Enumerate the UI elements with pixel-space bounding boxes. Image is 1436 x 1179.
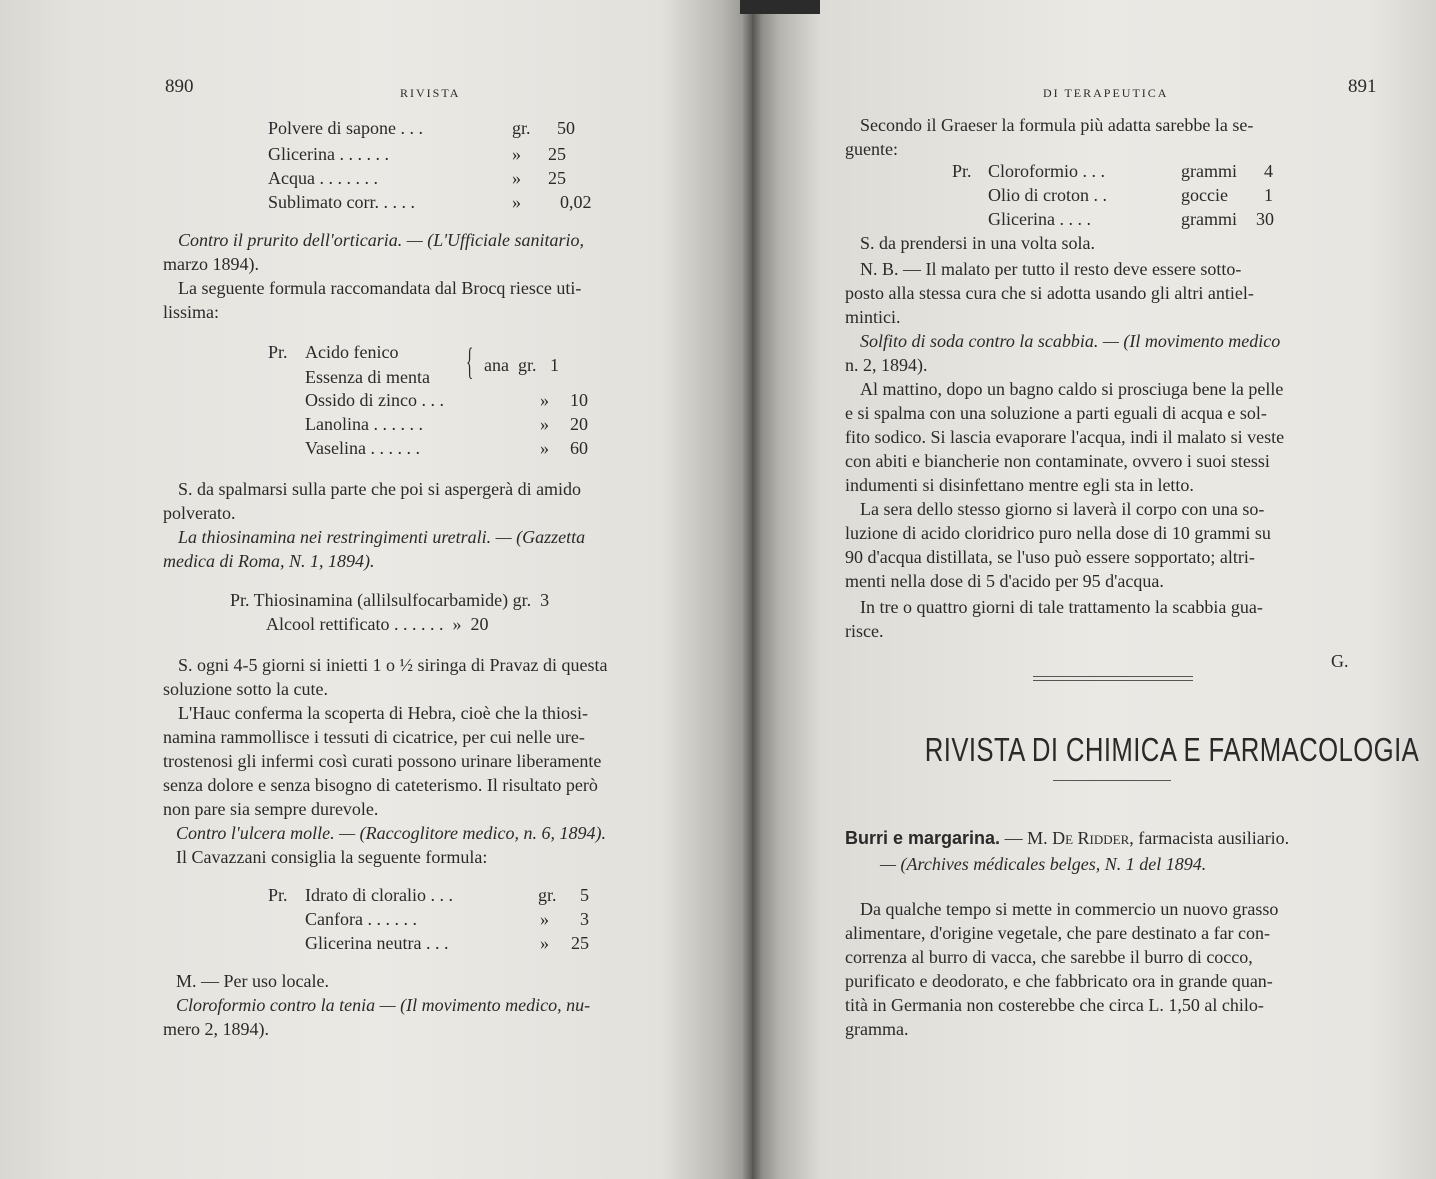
signature: G. [1331,651,1349,671]
separator-rule [1033,680,1193,681]
paragraph-line: Da qualche tempo si mette in commercio un nuovo grasso [860,899,1279,919]
paragraph-line: guente: [845,139,898,159]
recipe2-item: Lanolina . . . . . . [305,414,423,434]
recipe5-qty: 1 [1264,185,1273,205]
prescription-label: Pr. [952,161,972,181]
recipe4-unit: » [540,909,549,929]
recipe2-ana: ana gr. 1 [484,355,559,375]
paragraph-line: purificato e deodorato, e che fabbricato ora in grande quan- [845,971,1273,991]
page-number-right: 891 [1348,76,1377,97]
paragraph-line: tità in Germania non costerebbe che circa L. 1,50 al chilo- [845,995,1264,1015]
recipe5-unit: goccie [1181,185,1228,205]
paragraph-line: gramma. [845,1019,909,1039]
recipe5-item: Cloroformio . . . [988,161,1105,181]
section-title-cont: medica di Roma, N. 1, 1894). [163,551,375,571]
paragraph-line: e si spalma con una soluzione a parti eguali di acqua e sol- [845,403,1267,423]
recipe1-item: Sublimato corr. . . . . [268,192,415,212]
recipe5-item: Glicerina . . . . [988,209,1091,229]
section-title-cont: n. 2, 1894). [845,355,928,375]
paragraph-line: lissima: [163,302,220,322]
recipe4-item: Canfora . . . . . . [305,909,417,929]
recipe1-unit: gr. [512,118,531,138]
recipe3-line: Pr. Thiosinamina (allilsulfocarbamide) gr. 3 [230,590,550,610]
recipe2-qty: 10 [570,390,588,410]
recipe1-qty: 0,02 [560,192,592,212]
paragraph-line: S. da prendersi in una volta sola. [860,233,1095,253]
paragraph-line: Al mattino, dopo un bagno caldo si prosciuga bene la pelle [860,379,1284,399]
paragraph-line: soluzione sotto la cute. [163,679,328,699]
recipe4-qty: 3 [580,909,589,929]
recipe5-qty: 30 [1256,209,1274,229]
article-title: Burri e margarina. [845,828,1001,848]
recipe1-qty: 25 [548,144,566,164]
paragraph-line: non pare sia sempre durevole. [163,799,379,819]
recipe4-unit: gr. [538,885,557,905]
paragraph-line: In tre o quattro giorni di tale trattamento la scabbia gua- [860,597,1263,617]
recipe1-qty: 25 [548,168,566,188]
recipe2-qty: 60 [570,438,588,458]
section-title: Solfito di soda contro la scabbia. — (Il movimento medico [860,331,1281,351]
article-title-line [845,827,1289,849]
recipe3-line: Alcool rettificato . . . . . . » 20 [266,614,489,634]
recipe2-item: Acido fenico [305,342,399,362]
section-title: Contro l'ulcera molle. — (Raccoglitore medico, n. 6, 1894). [176,823,606,843]
recipe1-unit: » [512,144,521,164]
paragraph-line: fito sodico. Si lascia evaporare l'acqua, indi il malato si veste [845,427,1285,447]
paragraph-line: mintici. [845,307,901,327]
paragraph-line: Il Cavazzani consiglia la seguente formula: [176,847,488,867]
recipe5-qty: 4 [1264,161,1273,181]
section-title: La thiosinamina nei restringimenti uretrali. — (Gazzetta [178,527,586,547]
paragraph-line: S. ogni 4-5 giorni si inietti 1 o ½ siringa di Pravaz di questa [178,655,608,675]
article-author: De Ridder [1052,828,1130,848]
article-source: — (Archives médicales belges, N. 1 del 1894. [880,854,1207,874]
section-heading: RIVISTA DI CHIMICA E FARMACOLOGIA [924,731,1420,768]
paragraph-line: risce. [845,621,884,641]
paragraph-line: namina rammollisce i tessuti di cicatrice, per cui nelle ure- [163,727,585,747]
recipe2-unit: » [540,414,549,434]
paragraph-line: M. — Per uso locale. [176,971,329,991]
paragraph-line: La sera dello stesso giorno si laverà il corpo con una so- [860,499,1265,519]
recipe4-item: Idrato di cloralio . . . [305,885,453,905]
recipe1-unit: » [512,192,521,212]
paragraph-line: correnza al burro di vacca, che sarebbe il burro di cocco, [845,947,1253,967]
section-title: Cloroformio contro la tenia — (Il movimento medico, nu- [176,995,591,1015]
page-number-left: 890 [165,76,194,97]
paragraph-line: luzione di acido cloridrico puro nella dose di 10 grammi su [845,523,1271,543]
section-title-cont: marzo 1894). [163,254,259,274]
book-spine [742,0,762,1179]
recipe1-item: Acqua . . . . . . . [268,168,378,188]
binding-edge [740,0,820,14]
recipe1-item: Glicerina . . . . . . [268,144,389,164]
paragraph-line: polverato. [163,503,236,523]
recipe2-qty: 20 [570,414,588,434]
paragraph-line: indumenti si disinfettano mentre egli sta in letto. [845,475,1194,495]
prescription-label: Pr. [268,885,288,905]
paragraph-line: trostenosi gli infermi così curati possono urinare liberamente [163,751,602,771]
paragraph-line: senza dolore e senza bisogno di cateterismo. Il risultato però [163,775,598,795]
brace: { [466,341,474,383]
paragraph-line: S. da spalmarsi sulla parte che poi si aspergerà di amido [178,479,582,499]
paragraph-line: La seguente formula raccomandata dal Brocq riesce uti- [178,278,582,298]
recipe4-qty: 5 [580,885,589,905]
recipe2-unit: » [540,438,549,458]
recipe1-unit: » [512,168,521,188]
recipe5-unit: grammi [1181,209,1237,229]
recipe5-item: Olio di croton . . [988,185,1107,205]
recipe1-item: Polvere di sapone . . . [268,118,423,138]
running-head-right: DI TERAPEUTICA [1043,86,1169,100]
recipe4-qty: 25 [571,933,589,953]
recipe2-unit: » [540,390,549,410]
article-author-role: , farmacista ausiliario. [1129,828,1290,848]
recipe2-item: Vaselina . . . . . . [305,438,420,458]
prescription-label: Pr. [268,342,288,362]
recipe2-item: Essenza di menta [305,367,430,387]
separator-rule [1033,676,1193,677]
recipe4-item: Glicerina neutra . . . [305,933,449,953]
recipe5-unit: grammi [1181,161,1237,181]
paragraph-line: Secondo il Graeser la formula più adatta sarebbe la se- [860,115,1254,135]
section-title: Contro il prurito dell'orticaria. — (L'Ufficiale sanitario, [178,230,585,250]
paragraph-line: N. B. — Il malato per tutto il resto deve essere sotto- [860,259,1242,279]
paragraph-line: con abiti e biancherie non contaminate, ovvero i suoi stessi [845,451,1270,471]
running-head-left: RIVISTA [400,86,461,100]
paragraph-line: alimentare, d'origine vegetale, che pare destinato a far con- [845,923,1271,943]
paragraph-line: 90 d'acqua distillata, se l'uso può essere sopportato; altri- [845,547,1255,567]
paragraph-line: posto alla stessa cura che si adotta usando gli altri antiel- [845,283,1254,303]
section-title-cont: mero 2, 1894). [163,1019,269,1039]
recipe2-item: Ossido di zinco . . . [305,390,444,410]
recipe1-qty: 50 [557,118,575,138]
paragraph-line: L'Hauc conferma la scoperta di Hebra, cioè che la thiosi- [178,703,589,723]
heading-underline [1053,780,1171,781]
paragraph-line: menti nella dose di 5 d'acido per 95 d'acqua. [845,571,1164,591]
recipe4-unit: » [540,933,549,953]
article-title-dash: — M. [1000,828,1053,848]
